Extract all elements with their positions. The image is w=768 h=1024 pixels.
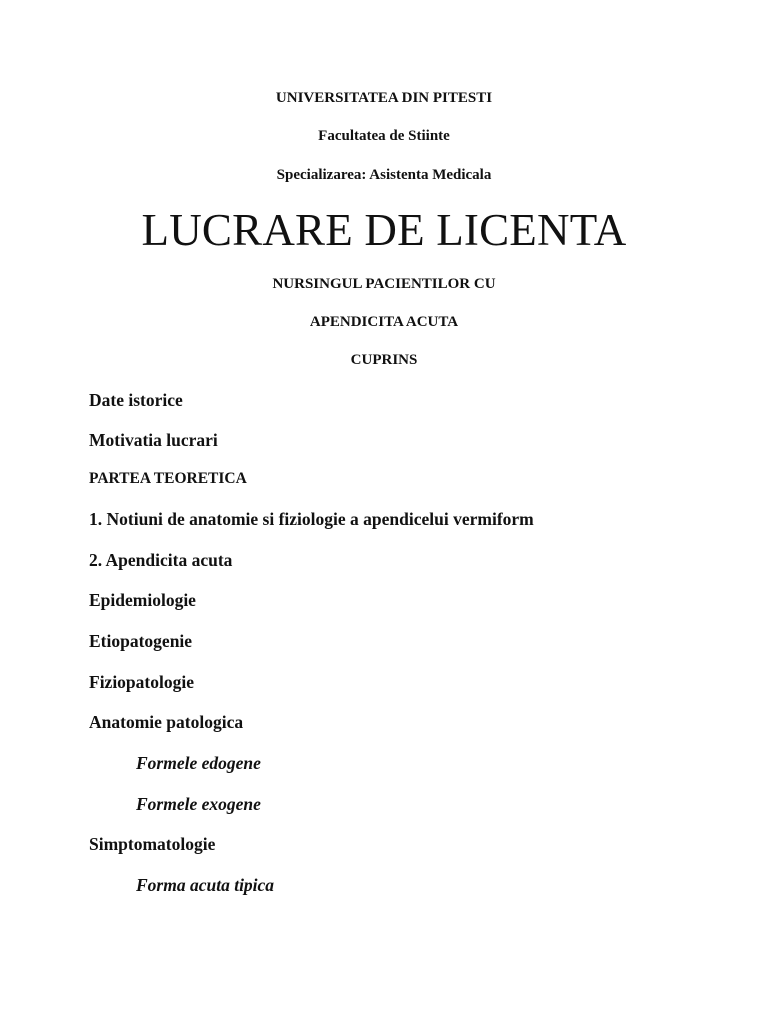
specialization: Specializarea: Asistenta Medicala xyxy=(276,167,492,183)
toc-item-fiziopatologie: Fiziopatologie xyxy=(89,672,194,692)
toc-item-epidemiologie: Epidemiologie xyxy=(89,590,196,610)
toc-item-notiuni-anatomie: 1. Notiuni de anatomie si fiziologie a apendicelui vermiform xyxy=(89,509,534,529)
subtitle-line-2: APENDICITA ACUTA xyxy=(309,314,459,330)
toc-item-simptomatologie: Simptomatologie xyxy=(89,834,216,854)
toc-item-anatomie-patologica: Anatomie patologica xyxy=(89,712,244,732)
subtitle-line-1: NURSINGUL PACIENTILOR CU xyxy=(272,276,496,292)
toc-subitem-forma-acuta-tipica: Forma acuta tipica xyxy=(136,875,275,895)
toc-item-etiopatogenie: Etiopatogenie xyxy=(89,631,193,651)
toc-item-date-istorice: Date istorice xyxy=(89,390,183,410)
thesis-title: LUCRARE DE LICENTA xyxy=(141,205,627,255)
toc-item-partea-teoretica: PARTEA TEORETICA xyxy=(89,470,247,487)
toc-item-apendicita-acuta: 2. Apendicita acuta xyxy=(89,550,233,570)
contents-heading: CUPRINS xyxy=(350,352,418,368)
faculty-name: Facultatea de Stiinte xyxy=(318,128,450,144)
toc-subitem-formele-edogene: Formele edogene xyxy=(136,753,261,773)
toc-item-motivatia-lucrari: Motivatia lucrari xyxy=(89,430,218,450)
university-name: UNIVERSITATEA DIN PITESTI xyxy=(275,90,493,106)
toc-subitem-formele-exogene: Formele exogene xyxy=(136,794,261,814)
